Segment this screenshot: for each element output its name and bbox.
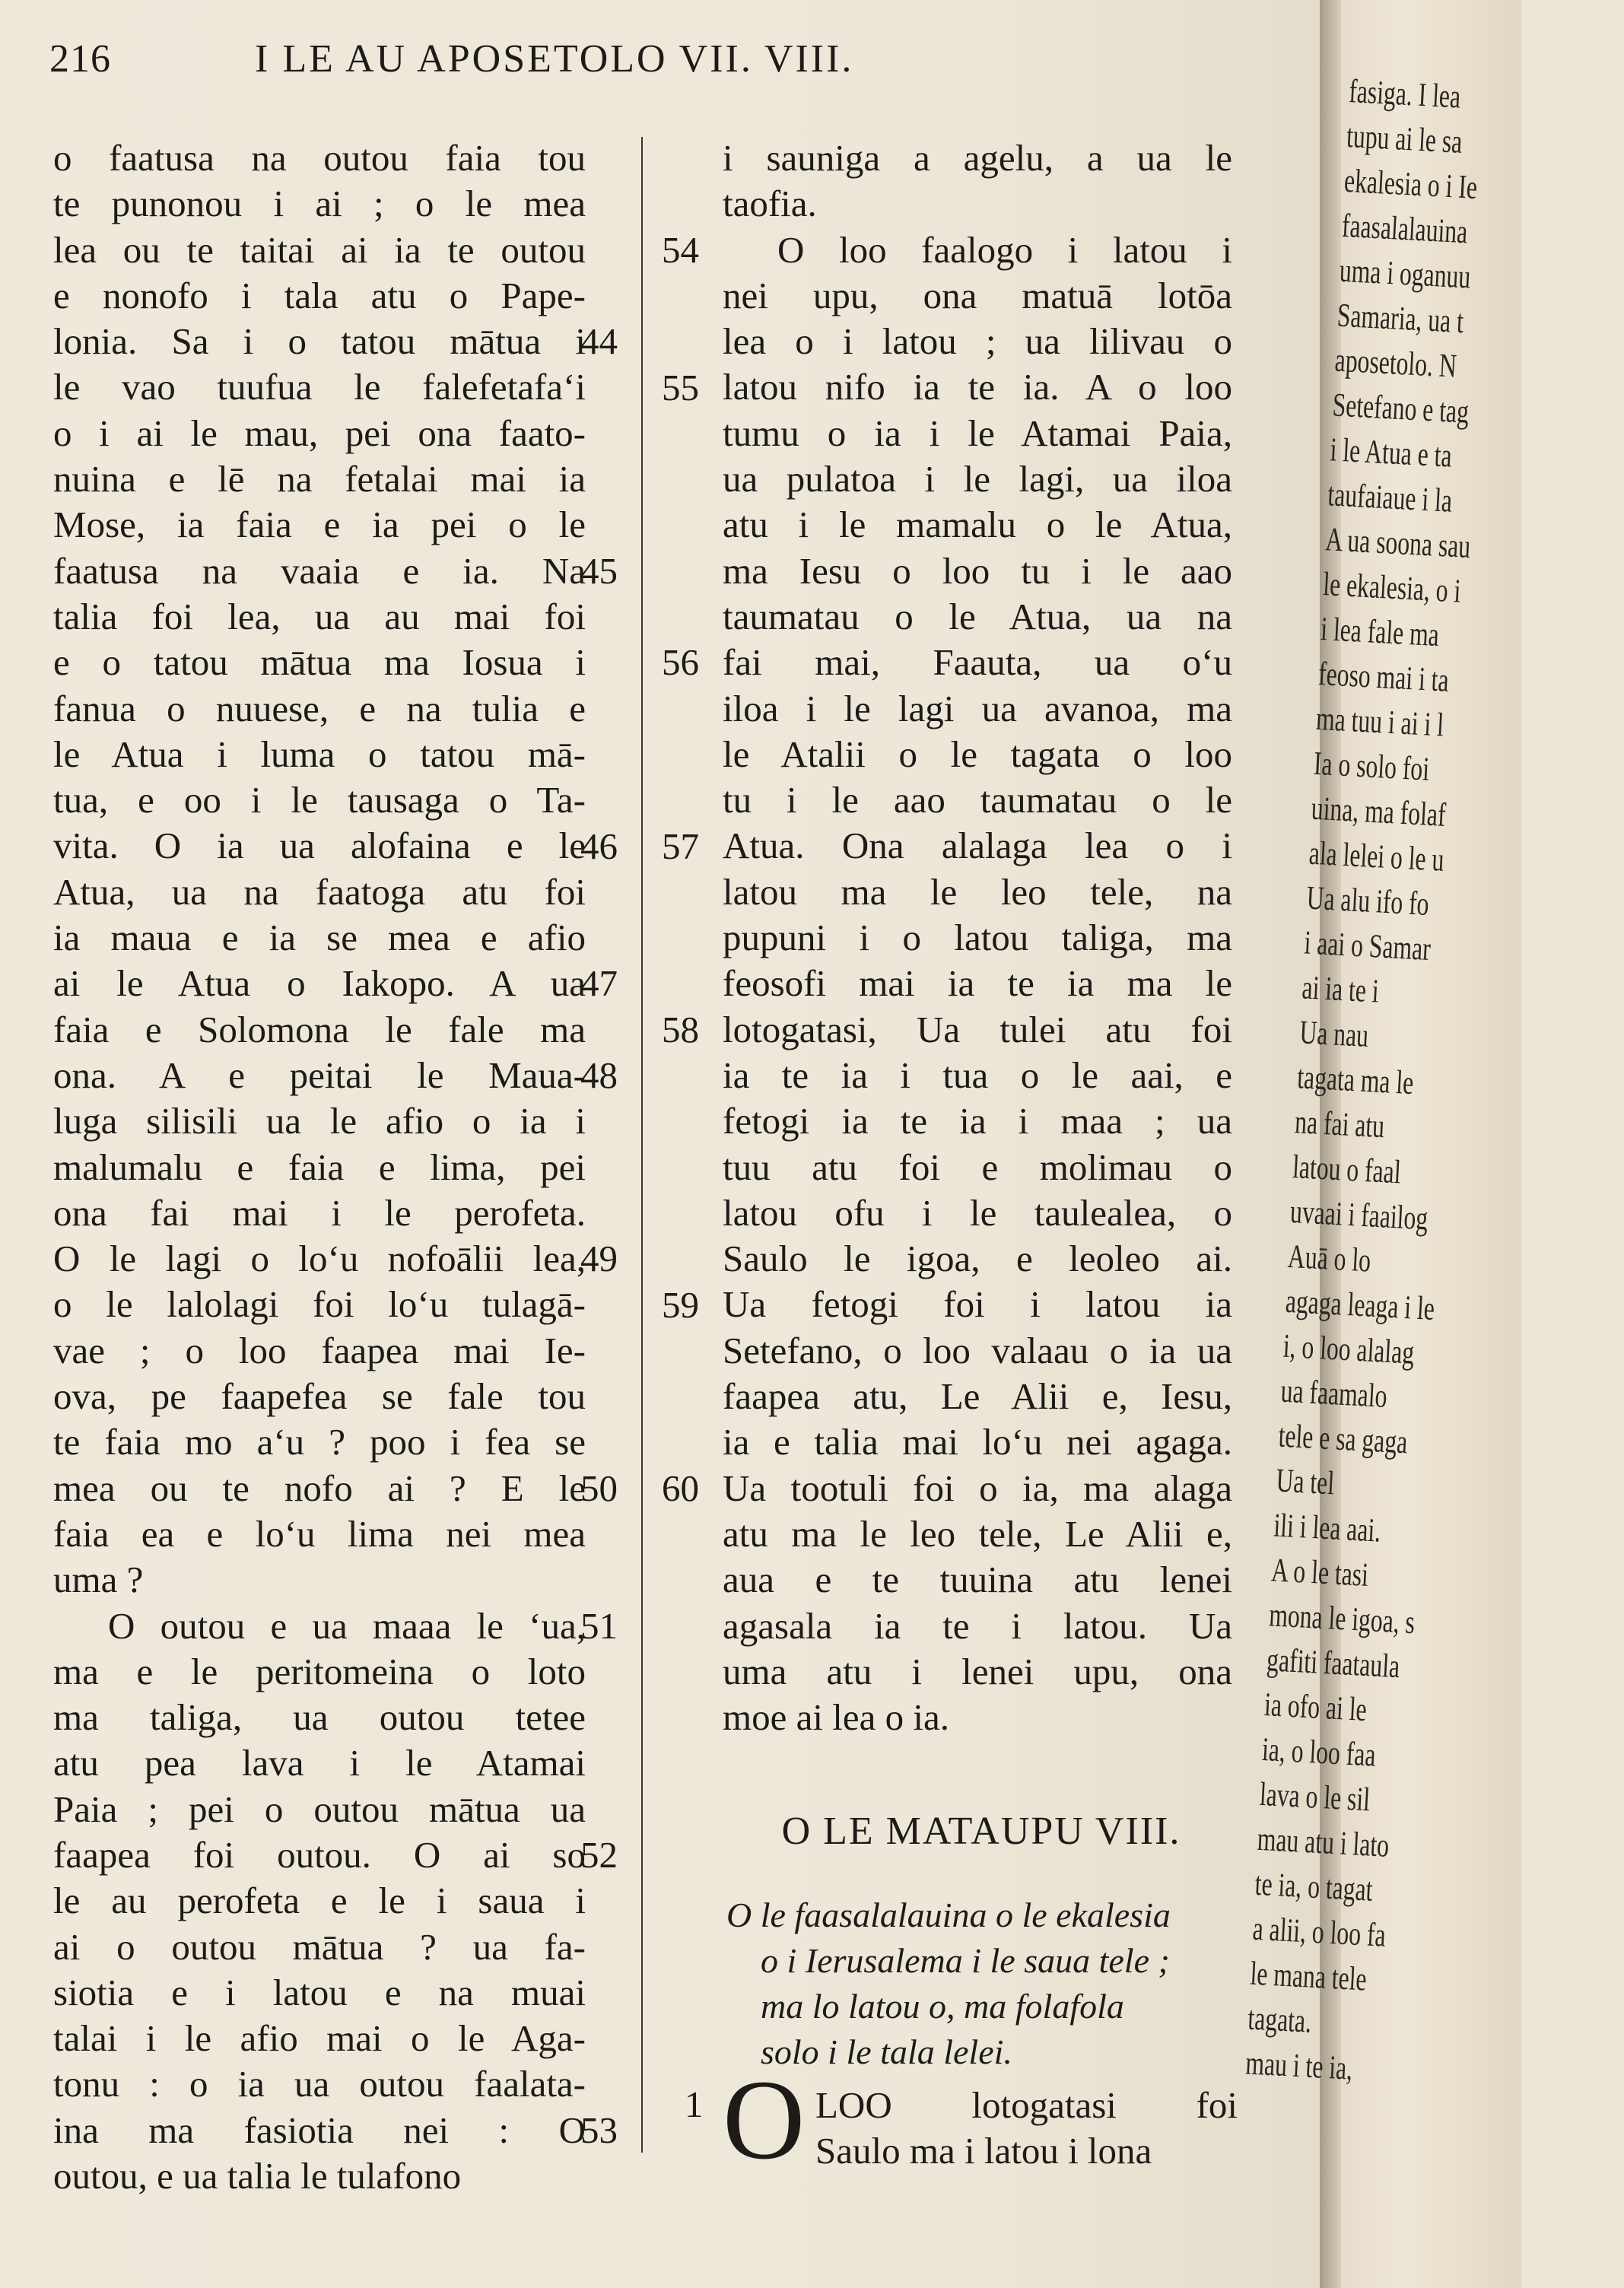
verse-number: 57: [662, 825, 699, 867]
facing-page-line: faasalalauina: [1340, 206, 1469, 251]
text-line: vita. O ia ua alofaina e le: [53, 825, 586, 867]
running-header: [46, 37, 1308, 97]
text-line: faatusa na vaaia e ia. Na: [53, 549, 586, 592]
text-line: ai le Atua o Iakopo. A ua: [53, 962, 586, 1005]
text-line: ia te ia i tua o le aai, e: [723, 1053, 1232, 1096]
text-line: Ua tootuli foi o ia, ma alaga: [723, 1467, 1232, 1509]
text-line: latou ofu i le taulealea, o: [723, 1191, 1232, 1234]
facing-page-line: Ua nau: [1298, 1013, 1370, 1054]
text-line: ona fai mai i le perofeta.: [53, 1191, 586, 1234]
text-line: ia e talia mai loʻu nei agaga.: [723, 1421, 1232, 1463]
facing-page-line: feoso mai i ta: [1317, 654, 1450, 699]
text-line: Ua fetogi foi i latou ia: [723, 1283, 1232, 1326]
facing-page-line: i aai o Samar: [1303, 923, 1432, 968]
verse-number: 59: [662, 1283, 699, 1326]
facing-page-line: lava o le sil: [1258, 1775, 1371, 1819]
facing-page-line: ia ofo ai le: [1263, 1686, 1368, 1729]
text-line: ova, pe faapefea se fale tou: [53, 1375, 586, 1418]
text-line: e o tatou mātua ma Iosua i: [53, 641, 586, 684]
text-line: nuina e lē na fetalai mai ia: [53, 458, 586, 500]
facing-page-line: ia, o loo faa: [1260, 1730, 1377, 1774]
text-line: moe ai lea o ia.: [723, 1696, 949, 1739]
facing-page-line: uma i oganuu: [1338, 251, 1472, 296]
text-line: O loo faalogo i latou i: [777, 228, 1232, 271]
text-line: Atua, ua na faatoga atu foi: [53, 870, 586, 913]
text-line: faia ea e loʻu lima nei mea: [53, 1512, 586, 1555]
facing-page-line: le mana tele: [1249, 1954, 1368, 1998]
summary-line: o i Ierusalema i le saua tele ;: [761, 1941, 1170, 1980]
chapter-summary: [726, 1892, 1244, 2075]
text-line: O outou e ua maaa le ʻua,: [108, 1604, 586, 1647]
text-line: siotia e i latou e na muai: [53, 1971, 586, 2013]
text-line: o le lalolagi foi loʻu tulagā-: [53, 1283, 586, 1326]
facing-page-line: Ua alu ifo fo: [1305, 879, 1430, 923]
verse-number: 48: [580, 1054, 618, 1096]
text-line: taofia.: [723, 183, 817, 225]
text-line: LOO lotogatasi foi: [815, 2084, 1238, 2126]
text-line: outou, e ua talia le tulafono: [53, 2155, 462, 2197]
text-line: tua, e oo i le tausaga o Ta-: [53, 779, 586, 821]
verse-number: 1: [685, 2083, 704, 2125]
facing-page-line: i, o loo alalag: [1282, 1327, 1416, 1371]
text-line: Atua. Ona alalaga lea o i: [723, 825, 1232, 867]
text-line: ai o outou mātua ? ua fa-: [53, 1925, 586, 1968]
verse-number: 53: [580, 2108, 618, 2151]
text-line: aua e te tuuina atu lenei: [723, 1559, 1232, 1601]
facing-page-line: i lea fale ma: [1320, 610, 1441, 654]
verse-number: 56: [662, 641, 699, 684]
verse-number: 58: [662, 1008, 699, 1050]
text-line: uma atu i lenei upu, ona: [723, 1650, 1232, 1692]
text-line: ia maua e ia se mea e afio: [53, 917, 586, 959]
facing-page-line: agaga leaga i le: [1284, 1282, 1436, 1328]
text-line: ma e le peritomeina o loto: [53, 1650, 586, 1692]
text-line: feosofi mai ia te ia ma le: [723, 962, 1232, 1005]
verse-number: 51: [580, 1604, 618, 1647]
facing-page-line: Setefano e tag: [1331, 386, 1470, 431]
text-line: lea ou te taitai ai ia te outou: [53, 228, 586, 271]
summary-line: ma lo latou o, ma folafola: [761, 1987, 1124, 2026]
facing-page-line: Samaria, ua t: [1336, 296, 1465, 341]
text-line: faia e Solomona le fale ma: [53, 1008, 586, 1050]
verse-number: 52: [580, 1834, 618, 1876]
facing-page-line: latou o faal: [1292, 1148, 1402, 1191]
verse-number: 54: [662, 228, 699, 271]
text-line: atu i le mamalu o le Atua,: [723, 504, 1232, 546]
text-line: faapea foi outou. O ai so: [53, 1833, 586, 1876]
text-line: mea ou te nofo ai ? E le: [53, 1467, 586, 1509]
text-line: fanua o nuuese, e na tulia e: [53, 687, 586, 729]
facing-page: [1244, 0, 1521, 2288]
text-line: taumatau o le Atua, ua na: [723, 595, 1232, 637]
column-divider: [641, 137, 643, 2153]
text-line: Setefano, o loo valaau o ia ua: [723, 1329, 1232, 1371]
facing-page-line: tagata ma le: [1296, 1058, 1415, 1102]
facing-page-line: tele e sa gaga: [1277, 1416, 1409, 1461]
text-line: lotogatasi, Ua tulei atu foi: [723, 1008, 1232, 1050]
text-line: iloa i le lagi ua avanoa, ma: [723, 687, 1232, 729]
text-line: atu pea lava i le Atamai: [53, 1742, 586, 1784]
left-column: [53, 135, 618, 2199]
text-line: luga silisili ua le afio o ia i: [53, 1100, 586, 1142]
facing-page-line: ua faamalo: [1279, 1371, 1388, 1415]
facing-page-line: Ia o solo foi: [1312, 744, 1431, 788]
text-line: agasala ia te i latou. Ua: [723, 1604, 1232, 1647]
facing-page-line: mau atu i lato: [1256, 1819, 1390, 1864]
drop-cap: O: [723, 2057, 806, 2183]
facing-page-line: te ia, o tagat: [1254, 1864, 1374, 1908]
facing-page-line: le ekalesia, o i: [1322, 565, 1462, 610]
text-line: le Atua i luma o tatou mā-: [53, 732, 586, 775]
text-line: tu i le aao taumatau o le: [723, 779, 1232, 821]
facing-page-line: fasiga. I lea: [1348, 72, 1462, 116]
text-line: ua pulatoa i le lagi, ua iloa: [723, 458, 1232, 500]
text-line: o faatusa na outou faia tou: [53, 137, 586, 179]
text-line: ina ma fasiotia nei : O: [53, 2108, 586, 2151]
text-line: Saulo ma i latou i lona: [815, 2130, 1152, 2172]
text-line: e nonofo i tala atu o Pape-: [53, 274, 586, 316]
right-column: [662, 135, 1232, 1740]
verse-number: 60: [662, 1467, 699, 1509]
text-line: uma ?: [53, 1559, 144, 1601]
text-line: te faia mo aʻu ? poo i fea se: [53, 1421, 586, 1463]
verse-number: 50: [580, 1467, 618, 1509]
verse-number: 47: [580, 962, 618, 1005]
facing-page-line: aposetolo. N: [1333, 341, 1458, 385]
text-line: le au perofeta e le i saua i: [53, 1880, 586, 1922]
page-number: 216: [49, 37, 111, 81]
text-line: faapea atu, Le Alii e, Iesu,: [723, 1375, 1232, 1418]
facing-page-line: ekalesia o i Ie: [1343, 161, 1479, 206]
running-title: I LE AU APOSETOLO VII. VIII.: [255, 37, 854, 81]
facing-page-line: A ua soona sau: [1324, 520, 1472, 566]
text-line: le Atalii o le tagata o loo: [723, 732, 1232, 775]
facing-page-line: tupu ai le sa: [1346, 116, 1464, 160]
facing-page-line: ili i lea aai.: [1273, 1506, 1382, 1549]
text-line: Mose, ia faia e ia pei o le: [53, 504, 586, 546]
text-line: tuu atu foi e molimau o: [723, 1146, 1232, 1188]
summary-line: O le faasalalauina o le ekalesia: [726, 1896, 1171, 1934]
text-line: ma Iesu o loo tu i le aao: [723, 549, 1232, 592]
verse-number: 49: [580, 1238, 618, 1280]
facing-page-line: mau i te ia,: [1244, 2044, 1354, 2087]
text-line: latou nifo ia te ia. A o loo: [723, 366, 1232, 408]
verse-number: 45: [580, 549, 618, 592]
facing-page-line: tagata.: [1247, 1999, 1313, 2040]
verse-number: 44: [580, 320, 618, 363]
text-line: i sauniga a agelu, a ua le: [723, 137, 1232, 179]
facing-page-line: ai ia te i: [1301, 968, 1381, 1010]
text-line: Saulo le igoa, e leoleo ai.: [723, 1238, 1232, 1280]
facing-page-line: na fai atu: [1294, 1103, 1386, 1146]
text-line: le vao tuufua le falefetafaʻi: [53, 366, 586, 408]
facing-page-line: Auā o lo: [1286, 1237, 1372, 1279]
text-line: fetogi ia te ia i maa ; ua: [723, 1100, 1232, 1142]
text-line: lonia. Sa i o tatou mātua i: [53, 320, 586, 363]
verse-number: 46: [580, 825, 618, 867]
text-line: tumu o ia i le Atamai Paia,: [723, 412, 1232, 454]
text-line: te punonou i ai ; o le mea: [53, 183, 586, 225]
facing-page-line: Ua tel: [1275, 1461, 1336, 1502]
facing-page-line: taufaiaue i la: [1327, 475, 1454, 520]
text-line: malumalu e faia e lima, pei: [53, 1146, 586, 1188]
facing-page-line: a alii, o loo fa: [1251, 1909, 1387, 1954]
facing-page-line: uina, ma folaf: [1310, 789, 1447, 834]
facing-page-line: i le Atua e ta: [1329, 431, 1453, 475]
text-line: pupuni i o latou taliga, ma: [723, 917, 1232, 959]
text-line: O le lagi o loʻu nofoālii lea,: [53, 1238, 586, 1280]
facing-page-line: gafiti faataula: [1266, 1641, 1401, 1686]
text-line: fai mai, Faauta, ua oʻu: [723, 641, 1232, 684]
text-line: Paia ; pei o outou mātua ua: [53, 1788, 586, 1830]
summary-line: solo i le tala lelei.: [761, 2032, 1012, 2071]
text-line: talia foi lea, ua au mai foi: [53, 595, 586, 637]
facing-page-line: mona le igoa, s: [1268, 1596, 1416, 1641]
text-line: nei upu, ona matuā lotōa: [723, 274, 1232, 316]
facing-page-line: uvaai i faailog: [1289, 1192, 1429, 1238]
text-line: latou ma le leo tele, na: [723, 870, 1232, 913]
facing-page-line: ma tuu i ai i l: [1314, 699, 1445, 744]
text-line: vae ; o loo faapea mai Ie-: [53, 1329, 586, 1371]
verse-number: 55: [662, 366, 699, 408]
text-line: atu ma le leo tele, Le Alii e,: [723, 1512, 1232, 1555]
text-line: ona. A e peitai le Maua-: [53, 1053, 586, 1096]
chapter-heading: O LE MATAUPU VIII.: [781, 1810, 1181, 1853]
facing-page-line: ala lelei o le u: [1308, 834, 1445, 879]
text-line: ma taliga, ua outou tetee: [53, 1696, 586, 1739]
facing-page-line: A o le tasi: [1270, 1551, 1370, 1594]
text-line: o i ai le mau, pei ona faato-: [53, 412, 586, 454]
text-line: talai i le afio mai o le Aga-: [53, 2017, 586, 2060]
text-line: tonu : o ia ua outou faalata-: [53, 2063, 586, 2105]
text-line: lea o i latou ; ua lilivau o: [723, 320, 1232, 363]
